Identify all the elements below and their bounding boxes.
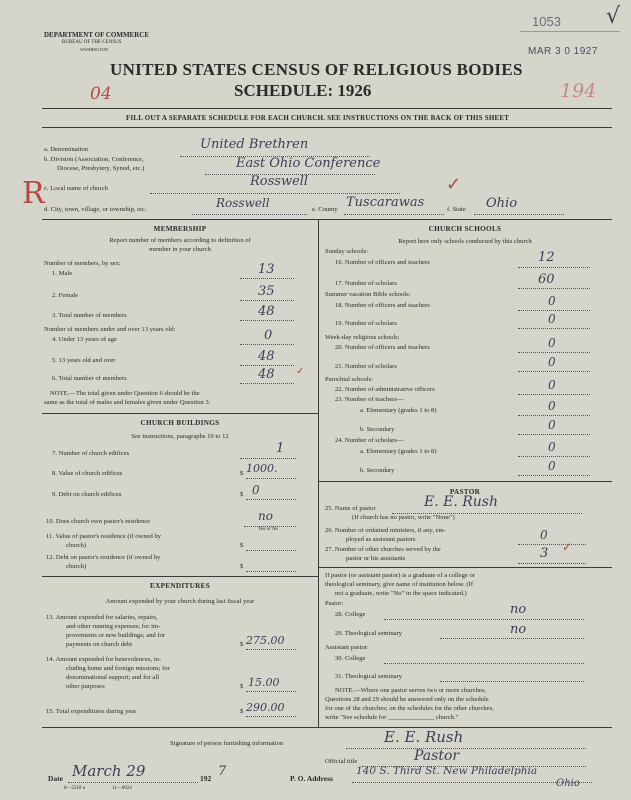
q13-line-1: 13. Amount expended for salaries, repairs, xyxy=(46,614,158,621)
sunday-label: Sunday schools: xyxy=(325,248,369,255)
q27-label-2: pastor or his assistants xyxy=(346,555,406,562)
denomination-value: United Brethren xyxy=(200,137,309,152)
q4-value: 0 xyxy=(264,328,273,343)
weekday-label: Week-day religious schools: xyxy=(325,334,400,341)
q12-label: 12. Debt on pastor's residence (if owned by xyxy=(46,554,161,561)
q14-value: 15.00 xyxy=(248,676,280,689)
schedule-title: SCHEDULE: 1926 xyxy=(234,81,372,100)
q20-label: 20. Number of officers and teachers xyxy=(335,344,430,351)
q9-dollar: $ xyxy=(240,491,244,498)
q10-value: no xyxy=(258,509,273,523)
q19-value: 0 xyxy=(548,312,556,326)
buildings-intro: See instructions, paragraphs 10 to 12 xyxy=(131,433,229,440)
official-title-value: Pastor xyxy=(414,748,460,764)
membership-note-1: NOTE.—The total given under Question 6 should be the xyxy=(50,390,200,397)
state-value: Ohio xyxy=(486,196,518,211)
q5-label: 5. 13 years old and over xyxy=(52,357,116,364)
q2-label: 2. Female xyxy=(52,292,79,299)
form-title: UNITED STATES CENSUS OF RELIGIOUS BODIES xyxy=(110,60,523,79)
q17-value: 60 xyxy=(538,272,555,287)
state-label: f. State xyxy=(447,206,466,213)
expenditures-intro: Amount expended by your church during last fiscal year xyxy=(105,598,255,605)
membership-intro-2: member in your church xyxy=(149,246,211,253)
stamp-check: √ xyxy=(606,4,621,29)
q29-value: no xyxy=(510,622,527,637)
assistant-label: Assistant pastor: xyxy=(325,644,369,651)
check-mark: ✓ xyxy=(446,174,462,195)
margin-r-mark: R xyxy=(22,176,45,211)
q11-label: 11. Value of pastor's residence (if owned by xyxy=(46,533,162,540)
q27-label: 27. Number of other churches served by the xyxy=(325,546,441,553)
q6-value: 48 xyxy=(258,367,275,382)
q15-value: 290.00 xyxy=(246,701,285,714)
date-value: March 29 xyxy=(72,762,146,780)
q13-line-2: and other running expenses; for im- xyxy=(66,623,161,630)
local-name-value: Rosswell xyxy=(250,174,309,189)
q20-value: 0 xyxy=(548,336,556,350)
yes-no-hint: Yes or No xyxy=(258,527,279,532)
q24b-label: b. Secondary xyxy=(360,467,395,474)
q14-line-2: cluding home and foreign missions; for xyxy=(66,665,170,672)
instructions-line: FILL OUT A SEPARATE SCHEDULE FOR EACH CHURCH. SEE INSTRUCTIONS ON THE BACK OF THIS SHEET xyxy=(126,114,510,122)
margin-number-left: 04 xyxy=(90,84,112,104)
city-label: WASHINGTON xyxy=(80,47,108,52)
graduate-line-3: not a graduate, write "No" in the space indicated.) xyxy=(335,590,467,597)
form-code: 8—5518 a xyxy=(64,786,85,791)
q24-label: 24. Number of scholars— xyxy=(335,437,404,444)
date-year-prefix: 192 xyxy=(200,774,212,783)
division-label-2: Diocese, Presbytery, Synod, etc.) xyxy=(57,165,145,172)
q12-dollar: $ xyxy=(240,563,244,570)
signature-value: E. E. Rush xyxy=(384,728,464,746)
county-label: e. County xyxy=(312,206,338,213)
q27-value: 3 xyxy=(540,546,549,561)
q15-label: 15. Total expenditures during year xyxy=(46,708,137,715)
q3-value: 48 xyxy=(258,304,275,319)
q27-check: ✓ xyxy=(562,540,573,554)
q8-label: 8. Value of church edifices xyxy=(52,470,123,477)
q26-label-2: ployed as assistant pastors xyxy=(346,536,416,543)
q22-label: 22. Number of administrative officers xyxy=(335,386,435,393)
graduate-line-2: theological seminary, give name of institution below. (If xyxy=(325,581,474,588)
q1-value: 13 xyxy=(258,262,275,277)
schools-heading: CHURCH SCHOOLS xyxy=(428,225,502,233)
membership-intro-1: Report number of members according to definition of xyxy=(109,237,251,244)
q24b-value: 0 xyxy=(548,459,556,473)
q28-value: no xyxy=(510,602,527,617)
q4-label: 4. Under 13 years of age xyxy=(52,336,117,343)
q13-dollar: $ xyxy=(240,641,244,648)
q2-value: 35 xyxy=(258,284,275,299)
schools-intro: Report here only schools conducted by this church xyxy=(398,238,532,245)
county-value: Tuscarawas xyxy=(346,195,425,210)
by-sex-label: Number of members, by sex: xyxy=(44,260,121,267)
q26-label: 26. Number of ordained ministers, if any, em- xyxy=(325,527,446,534)
membership-heading: MEMBERSHIP xyxy=(153,225,207,233)
received-stamp: MAR 3 0 1927 xyxy=(528,46,598,57)
pastor-note-1: NOTE.—Where one pastor serves two or more churches, xyxy=(335,687,487,694)
summer-label: Summer vacation Bible schools: xyxy=(325,291,411,298)
city-town-label: d. City, town, village, or township, etc. xyxy=(44,206,147,213)
q13-line-3: provements or new buildings; and for xyxy=(66,632,166,639)
pastor-note-3: for one of the churches; on the schedules for the other churches, xyxy=(325,705,494,712)
q3-label: 3. Total number of members xyxy=(52,312,127,319)
q14-line-3: denominational support; and for all xyxy=(66,674,160,681)
stamp-number: 1053 xyxy=(532,14,561,29)
pastor-note-4: write "See schedule for ______________ church." xyxy=(325,714,459,721)
local-name-label: c. Local name of church xyxy=(44,185,108,192)
margin-number-right: 194 xyxy=(560,80,597,102)
q1-label: 1. Male xyxy=(52,270,73,277)
q14-line-4: other purposes xyxy=(66,683,105,690)
division-label: b. Division (Association, Conference, xyxy=(44,156,144,163)
q23-label: 23. Number of teachers— xyxy=(335,396,404,403)
q5-value: 48 xyxy=(258,349,275,364)
q25-label: 25. Name of pastor xyxy=(325,505,376,512)
buildings-heading: CHURCH BUILDINGS xyxy=(140,419,220,427)
po-address-value: 140 S. Third St. New Philadelphia xyxy=(356,765,538,777)
stamp-box xyxy=(520,6,620,32)
q7-value: 1 xyxy=(276,441,285,456)
denomination-label: a. Denomination xyxy=(44,146,88,153)
q30-label: 30. College xyxy=(335,655,366,662)
q25-value: E. E. Rush xyxy=(424,494,498,510)
q24a-label: a. Elementary (grades 1 to 8) xyxy=(360,448,437,455)
date-label: Date xyxy=(48,774,63,783)
q8-value: 1000. xyxy=(246,462,278,475)
q18-label: 18. Number of officers and teachers xyxy=(335,302,430,309)
graduate-line-1: If pastor (or assistant pastor) is a graduate of a college or xyxy=(325,572,475,579)
parochial-label: Parochial schools: xyxy=(325,376,374,383)
q16-value: 12 xyxy=(538,250,555,265)
q16-label: 16. Number of officers and teachers xyxy=(335,259,430,266)
q28-label: 28. College xyxy=(335,611,366,618)
q8-dollar: $ xyxy=(240,470,244,477)
q25-note: (If church has no pastor, write "None") xyxy=(352,514,455,521)
q10-label: 10. Does church own pastor's residence xyxy=(46,518,151,525)
city-town-value: Rosswell xyxy=(216,196,270,210)
q18-value: 0 xyxy=(548,294,556,308)
q14-dollar: $ xyxy=(240,683,244,690)
q31-label: 31. Theological seminary xyxy=(335,673,403,680)
membership-note-2: same as the total of males and females given under Question 3. xyxy=(44,399,211,406)
q23b-value: 0 xyxy=(548,418,556,432)
pastor-sub-label: Pastor: xyxy=(325,600,344,607)
pastor-heading: PASTOR xyxy=(449,488,481,496)
q13-line-4: payments on church debt xyxy=(66,641,133,648)
age-intro: Number of members under and over 13 years old: xyxy=(44,326,176,333)
print-code: 11—0024 xyxy=(112,786,132,791)
signature-label: Signature of person furnishing information xyxy=(170,740,284,747)
official-title-label: Official title xyxy=(325,758,358,765)
q21-value: 0 xyxy=(548,355,556,369)
po-address-state: Ohio xyxy=(556,778,580,789)
bureau-label: BUREAU OF THE CENSUS xyxy=(62,40,122,45)
q11-dollar: $ xyxy=(240,542,244,549)
q9-value: 0 xyxy=(252,483,260,497)
q6-check: ✓ xyxy=(296,366,305,377)
department-label: DEPARTMENT OF COMMERCE xyxy=(44,31,150,39)
q26-value: 0 xyxy=(540,528,548,542)
division-value: East Ohio Conference xyxy=(236,156,381,171)
q24a-value: 0 xyxy=(548,440,556,454)
date-year-suffix: 7 xyxy=(218,764,227,779)
q13-value: 275.00 xyxy=(246,634,285,647)
q14-line-1: 14. Amount expended for benevolences, in- xyxy=(46,656,162,663)
q19-label: 19. Number of scholars xyxy=(335,320,397,327)
q29-label: 29. Theological seminary xyxy=(335,630,403,637)
q11-label-2: church) xyxy=(66,542,87,549)
po-address-label: P. O. Address xyxy=(290,774,333,783)
q23a-value: 0 xyxy=(548,399,556,413)
q7-label: 7. Number of church edifices xyxy=(52,450,130,457)
q23b-label: b. Secondary xyxy=(360,426,395,433)
expenditures-heading: EXPENDITURES xyxy=(150,582,210,590)
pastor-note-2: Questions 28 and 29 should be answered only on the schedule xyxy=(325,696,489,703)
q21-label: 21. Number of scholars xyxy=(335,363,397,370)
q6-label: 6. Total number of members xyxy=(52,375,127,382)
q23a-label: a. Elementary (grades 1 to 8) xyxy=(360,407,437,414)
q9-label: 9. Debt on church edifices xyxy=(52,491,122,498)
q22-value: 0 xyxy=(548,378,556,392)
q12-label-2: church) xyxy=(66,563,87,570)
q15-dollar: $ xyxy=(240,708,244,715)
q17-label: 17. Number of scholars xyxy=(335,280,397,287)
